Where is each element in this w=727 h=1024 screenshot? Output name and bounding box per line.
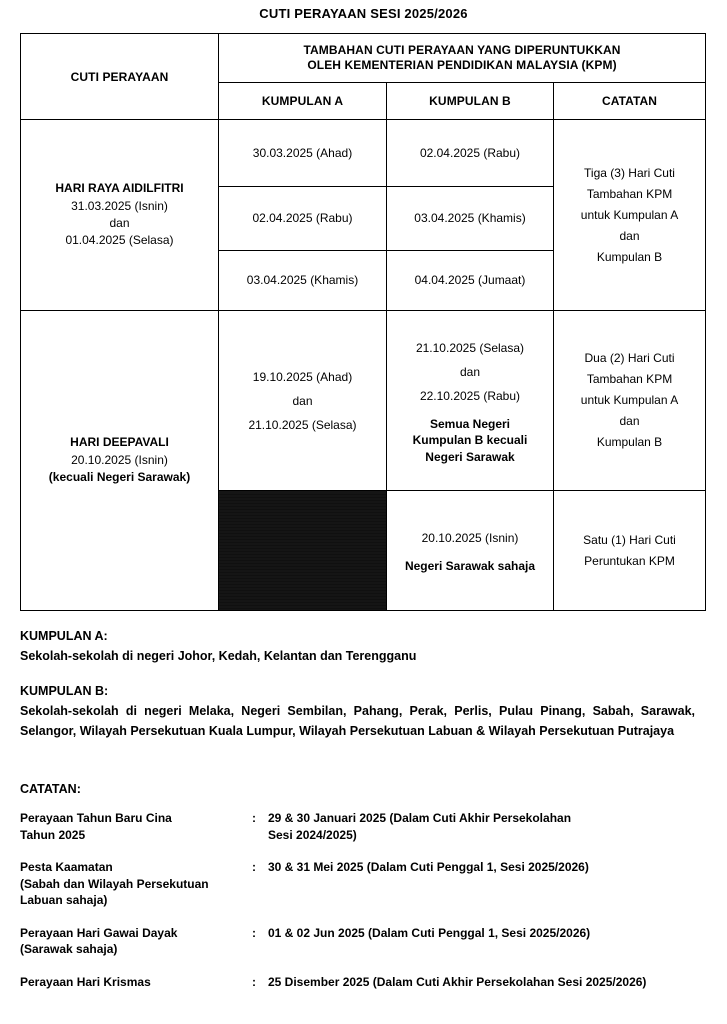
catatan-heading: CATATAN:: [20, 782, 81, 796]
note-label-main: Pesta Kaamatan: [20, 860, 113, 875]
remark-line-3: untuk Kumpulan A: [580, 207, 679, 222]
note-value: [268, 810, 710, 843]
event-date-2: 01.04.2025 (Selasa): [65, 233, 174, 248]
remark-line-4: dan: [619, 228, 640, 243]
header-catatan: CATATAN: [554, 83, 706, 120]
group-b-note-1: Semua Negeri: [429, 417, 511, 432]
group-b-conjunction: dan: [459, 365, 481, 380]
note-label: [20, 925, 252, 958]
note-value-line-1: 01 & 02 Jun 2025 (Dalam Cuti Penggal 1, Sesi 2025/2026): [268, 925, 591, 940]
event-date-1: 20.10.2025 (Isnin): [71, 452, 168, 467]
event-aidilfitri: [21, 120, 219, 311]
sarawak-remark: [554, 491, 706, 611]
event-conjunction: dan: [109, 216, 130, 230]
event-exception: (kecuali Negeri Sarawak): [48, 470, 191, 485]
legend-kumpulan-a-body: Sekolah-sekolah di negeri Johor, Kedah, Kelantan dan Terengganu: [20, 649, 417, 664]
sarawak-note: Negeri Sarawak sahaja: [404, 559, 536, 574]
remark-line-2: Tambahan KPM: [586, 372, 673, 386]
header-span-line1: TAMBAHAN CUTI PERAYAAN YANG DIPERUNTUKKAN: [303, 43, 621, 57]
event-name: HARI RAYA AIDILFITRI: [55, 181, 184, 196]
deepavali-remark: [554, 311, 706, 491]
header-kumpulan-b: KUMPULAN B: [387, 83, 554, 120]
note-label: [20, 974, 252, 991]
note-label-sub: Tahun 2025: [20, 827, 86, 842]
remark-line-5: Kumpulan B: [596, 249, 663, 264]
group-b-note-2: Kumpulan B kecuali: [412, 433, 528, 448]
deepavali-group-b: [387, 311, 554, 491]
event-name: HARI DEEPAVALI: [70, 435, 169, 450]
note-colon: :: [252, 860, 256, 875]
header-tambahan-span: [219, 34, 706, 83]
aidilfitri-group-a-2: 02.04.2025 (Rabu): [219, 187, 387, 251]
group-b-note-3: Negeri Sarawak: [425, 449, 515, 464]
list-item: [20, 859, 710, 909]
aidilfitri-group-b-1: 02.04.2025 (Rabu): [387, 120, 554, 187]
note-colon: :: [252, 811, 256, 825]
group-legend: [20, 626, 695, 741]
aidilfitri-group-a-1: 30.03.2025 (Ahad): [219, 120, 387, 187]
table-row: [21, 311, 706, 491]
event-date-1: 31.03.2025 (Isnin): [71, 198, 168, 213]
aidilfitri-group-a-3: 03.04.2025 (Khamis): [219, 251, 387, 311]
page-title: CUTI PERAYAAN SESI 2025/2026: [259, 6, 468, 21]
list-item: [20, 810, 710, 843]
holiday-table: [20, 33, 706, 611]
aidilfitri-remark: [554, 120, 706, 311]
group-a-line-1: 19.10.2025 (Ahad): [252, 369, 353, 384]
group-b-line-2: 22.10.2025 (Rabu): [419, 389, 521, 404]
note-label-sub: (Sarawak sahaja): [20, 942, 118, 957]
group-a-line-2: 21.10.2025 (Selasa): [248, 417, 357, 432]
note-label-main: Perayaan Hari Gawai Dayak: [20, 925, 178, 940]
aidilfitri-group-b-3: 04.04.2025 (Jumaat): [387, 251, 554, 311]
list-item: [20, 925, 710, 958]
header-span-line2: OLEH KEMENTERIAN PENDIDIKAN MALAYSIA (KPM): [307, 58, 617, 72]
list-item: [20, 974, 710, 991]
remark-line-2: Peruntukan KPM: [584, 553, 675, 568]
sarawak-group-b: [387, 491, 554, 611]
header-kumpulan-a: KUMPULAN A: [219, 83, 387, 120]
remark-line-1: Dua (2) Hari Cuti: [584, 351, 675, 365]
note-colon: :: [252, 925, 256, 940]
note-label: [20, 810, 252, 843]
remark-line-2: Tambahan KPM: [586, 186, 673, 201]
table-row: [21, 120, 706, 187]
remark-line-3: untuk Kumpulan A: [580, 393, 679, 407]
legend-kumpulan-a-title: KUMPULAN A:: [20, 629, 108, 643]
note-colon: :: [252, 974, 256, 989]
catatan-section: [20, 782, 710, 990]
aidilfitri-group-b-2: 03.04.2025 (Khamis): [387, 187, 554, 251]
header-cuti-perayaan: CUTI PERAYAAN: [21, 34, 219, 120]
note-value: [268, 974, 710, 991]
remark-line-1: Tiga (3) Hari Cuti: [584, 165, 675, 180]
note-label-sub2: Labuan sahaja): [20, 893, 108, 908]
sarawak-date: 20.10.2025 (Isnin): [421, 531, 519, 546]
legend-kumpulan-b-title: KUMPULAN B:: [20, 683, 109, 698]
note-label-sub: (Sabah dan Wilayah Persekutuan: [20, 876, 209, 891]
spacer: [391, 550, 549, 558]
deepavali-group-a: [219, 311, 387, 491]
note-value: [268, 859, 710, 876]
group-b-line-1: 21.10.2025 (Selasa): [415, 341, 525, 356]
remark-line-4: dan: [619, 414, 640, 428]
remark-line-5: Kumpulan B: [596, 435, 663, 449]
note-label: [20, 859, 252, 909]
note-value-line-1: 25 Disember 2025 (Dalam Cuti Akhir Persekolahan Sesi 2025/2026): [268, 974, 647, 989]
note-value-line-2: Sesi 2024/2025): [268, 827, 357, 842]
sarawak-group-a-blacked-out: [219, 491, 387, 611]
legend-kumpulan-b-body: Sekolah-sekolah di negeri Melaka, Negeri Sembilan, Pahang, Perak, Perlis, Pulau Pinang, Sabah, Sarawak, Selangor, Wilayah Persekutuan Kuala Lumpur, Wilayah Persekutuan Labuan & Wilayah Persekutuan Putrajaya: [20, 703, 695, 738]
note-value-line-1: 30 & 31 Mei 2025 (Dalam Cuti Penggal 1, Sesi 2025/2026): [268, 860, 589, 875]
spacer: [391, 408, 549, 416]
note-label-main: Perayaan Hari Krismas: [20, 974, 151, 989]
table-header-row-1: [21, 34, 706, 83]
remark-line-1: Satu (1) Hari Cuti: [583, 532, 676, 547]
note-value-line-1: 29 & 30 Januari 2025 (Dalam Cuti Akhir Persekolahan: [268, 811, 572, 825]
event-deepavali: [21, 311, 219, 611]
note-label-main: Perayaan Tahun Baru Cina: [20, 811, 172, 825]
group-a-conjunction: dan: [292, 393, 313, 408]
note-value: [268, 925, 710, 942]
